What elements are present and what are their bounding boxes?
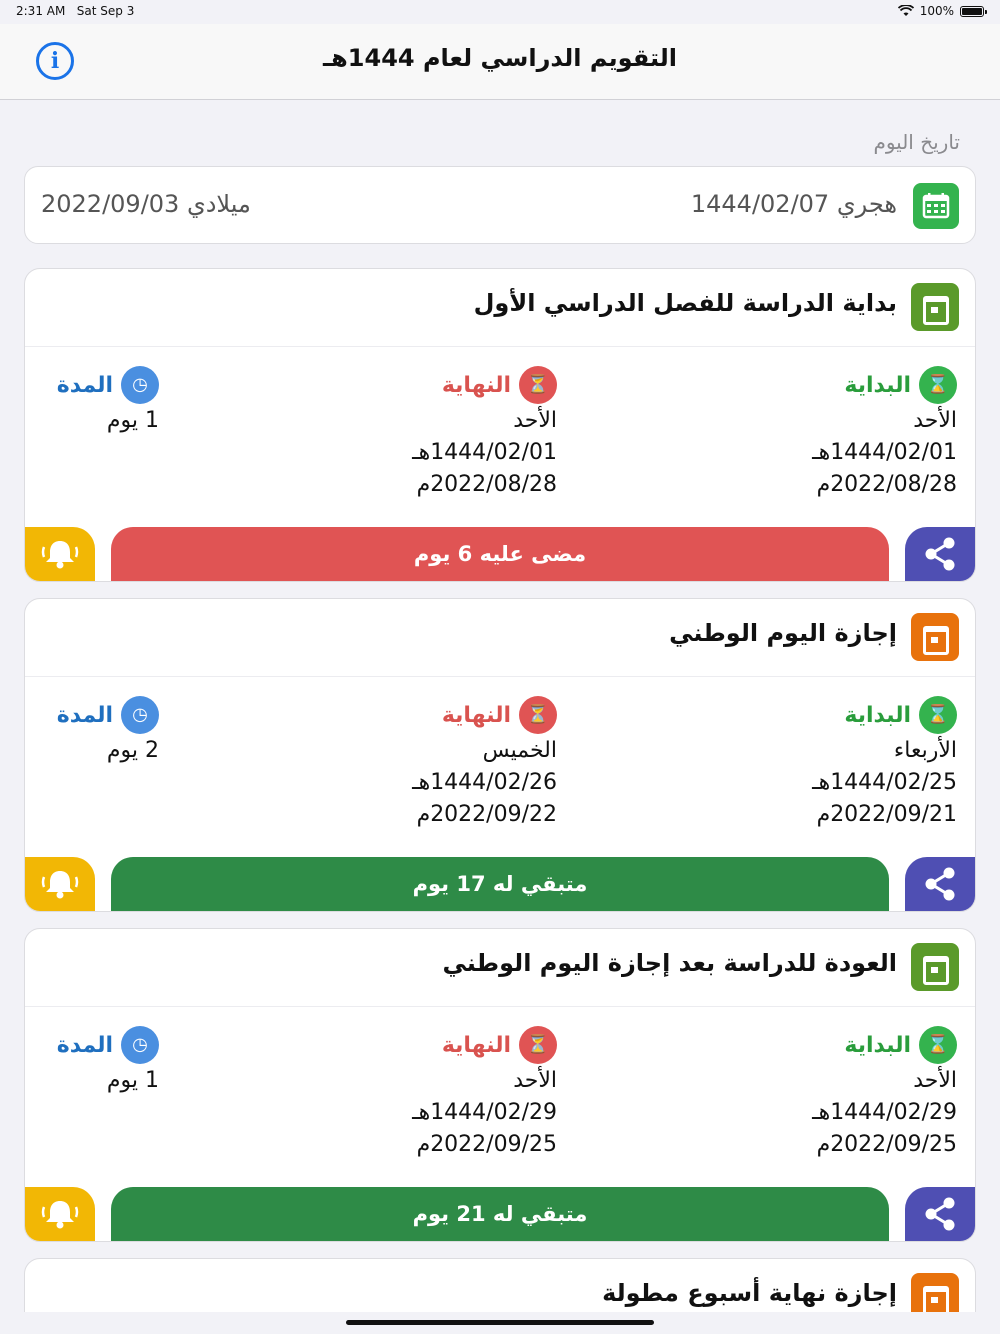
share-icon[interactable] <box>905 527 975 581</box>
bell-icon[interactable] <box>25 527 95 581</box>
end-day: الأحد <box>513 1068 557 1093</box>
event-title: إجازة نهاية أسبوع مطولة <box>602 1279 897 1307</box>
event-actions <box>25 527 975 581</box>
clock-icon: ◷ <box>121 1026 159 1064</box>
event-card <box>24 268 976 582</box>
status-bar <box>0 0 1000 24</box>
start-hijri: 1444/02/29هـ <box>812 1100 957 1125</box>
event-status: متبقي له 17 يوم <box>111 857 889 911</box>
hourglass-icon: ⌛ <box>919 1026 957 1064</box>
hourglass-icon: ⌛ <box>919 696 957 734</box>
end-gregorian: 2022/09/22م <box>416 802 557 827</box>
start-gregorian: 2022/09/25م <box>816 1132 957 1157</box>
event-card <box>24 598 976 912</box>
duration-column <box>39 365 159 437</box>
event-card <box>24 928 976 1242</box>
end-gregorian: 2022/08/28م <box>416 472 557 497</box>
end-column <box>257 695 557 831</box>
today-hijri: هجري 1444/02/07 <box>690 190 897 218</box>
duration-column <box>39 1025 159 1097</box>
start-hijri: 1444/02/01هـ <box>812 440 957 465</box>
duration-label: المدة <box>56 372 113 398</box>
start-day: الأربعاء <box>893 738 957 763</box>
page-title: التقويم الدراسي لعام 1444هـ <box>322 44 678 72</box>
start-gregorian: 2022/08/28م <box>816 472 957 497</box>
event-actions <box>25 1187 975 1241</box>
hourglass-filled-icon: ⏳ <box>519 366 557 404</box>
event-header <box>25 269 975 347</box>
event-title: إجازة اليوم الوطني <box>669 619 897 647</box>
end-label: النهاية <box>441 702 511 728</box>
end-label: النهاية <box>441 372 511 398</box>
event-status: مضى عليه 6 يوم <box>111 527 889 581</box>
end-hijri: 1444/02/26هـ <box>412 770 557 795</box>
status-time <box>16 4 134 18</box>
event-title: بداية الدراسة للفصل الدراسي الأول <box>473 289 897 317</box>
end-hijri: 1444/02/29هـ <box>412 1100 557 1125</box>
event-title: العودة للدراسة بعد إجازة اليوم الوطني <box>442 949 897 977</box>
end-label: النهاية <box>441 1032 511 1058</box>
end-day: الأحد <box>513 408 557 433</box>
duration-label: المدة <box>56 702 113 728</box>
calendar-icon <box>911 283 959 331</box>
info-icon[interactable]: i <box>36 42 74 80</box>
battery-percent: 100% <box>919 4 954 18</box>
home-indicator[interactable] <box>346 1320 654 1325</box>
date-text: Sat Sep 3 <box>76 4 135 18</box>
hourglass-filled-icon: ⏳ <box>519 1026 557 1064</box>
end-gregorian: 2022/09/25م <box>416 1132 557 1157</box>
end-hijri: 1444/02/01هـ <box>412 440 557 465</box>
event-status: متبقي له 21 يوم <box>111 1187 889 1241</box>
start-hijri: 1444/02/25هـ <box>812 770 957 795</box>
share-icon[interactable] <box>905 1187 975 1241</box>
start-label: البداية <box>844 702 911 728</box>
start-column <box>657 365 957 501</box>
start-column <box>657 1025 957 1161</box>
end-column <box>257 365 557 501</box>
event-header <box>25 929 975 1007</box>
event-actions <box>25 857 975 911</box>
clock-icon: ◷ <box>121 366 159 404</box>
today-label: تاريخ اليوم <box>873 130 960 154</box>
clock-icon: ◷ <box>121 696 159 734</box>
start-label: البداية <box>844 1032 911 1058</box>
bell-icon[interactable] <box>25 857 95 911</box>
calendar-icon <box>911 943 959 991</box>
navigation-bar <box>0 24 1000 100</box>
event-header <box>25 599 975 677</box>
duration-value: 1 يوم <box>106 408 159 433</box>
duration-value: 2 يوم <box>106 738 159 763</box>
start-day: الأحد <box>913 408 957 433</box>
start-day: الأحد <box>913 1068 957 1093</box>
today-gregorian: ميلادي 2022/09/03 <box>41 190 251 218</box>
wifi-icon <box>898 5 914 17</box>
calendar-icon <box>911 613 959 661</box>
battery-icon <box>960 6 984 17</box>
duration-column <box>39 695 159 767</box>
duration-value: 1 يوم <box>106 1068 159 1093</box>
calendar-grid-icon <box>913 183 959 229</box>
duration-label: المدة <box>56 1032 113 1058</box>
clock-text: 2:31 AM <box>16 4 66 18</box>
bell-icon[interactable] <box>25 1187 95 1241</box>
start-label: البداية <box>844 372 911 398</box>
share-icon[interactable] <box>905 857 975 911</box>
hourglass-icon: ⌛ <box>919 366 957 404</box>
end-column <box>257 1025 557 1161</box>
today-card <box>24 166 976 244</box>
end-day: الخميس <box>482 738 557 763</box>
start-gregorian: 2022/09/21م <box>816 802 957 827</box>
start-column <box>657 695 957 831</box>
status-right <box>898 4 984 18</box>
hourglass-filled-icon: ⏳ <box>519 696 557 734</box>
